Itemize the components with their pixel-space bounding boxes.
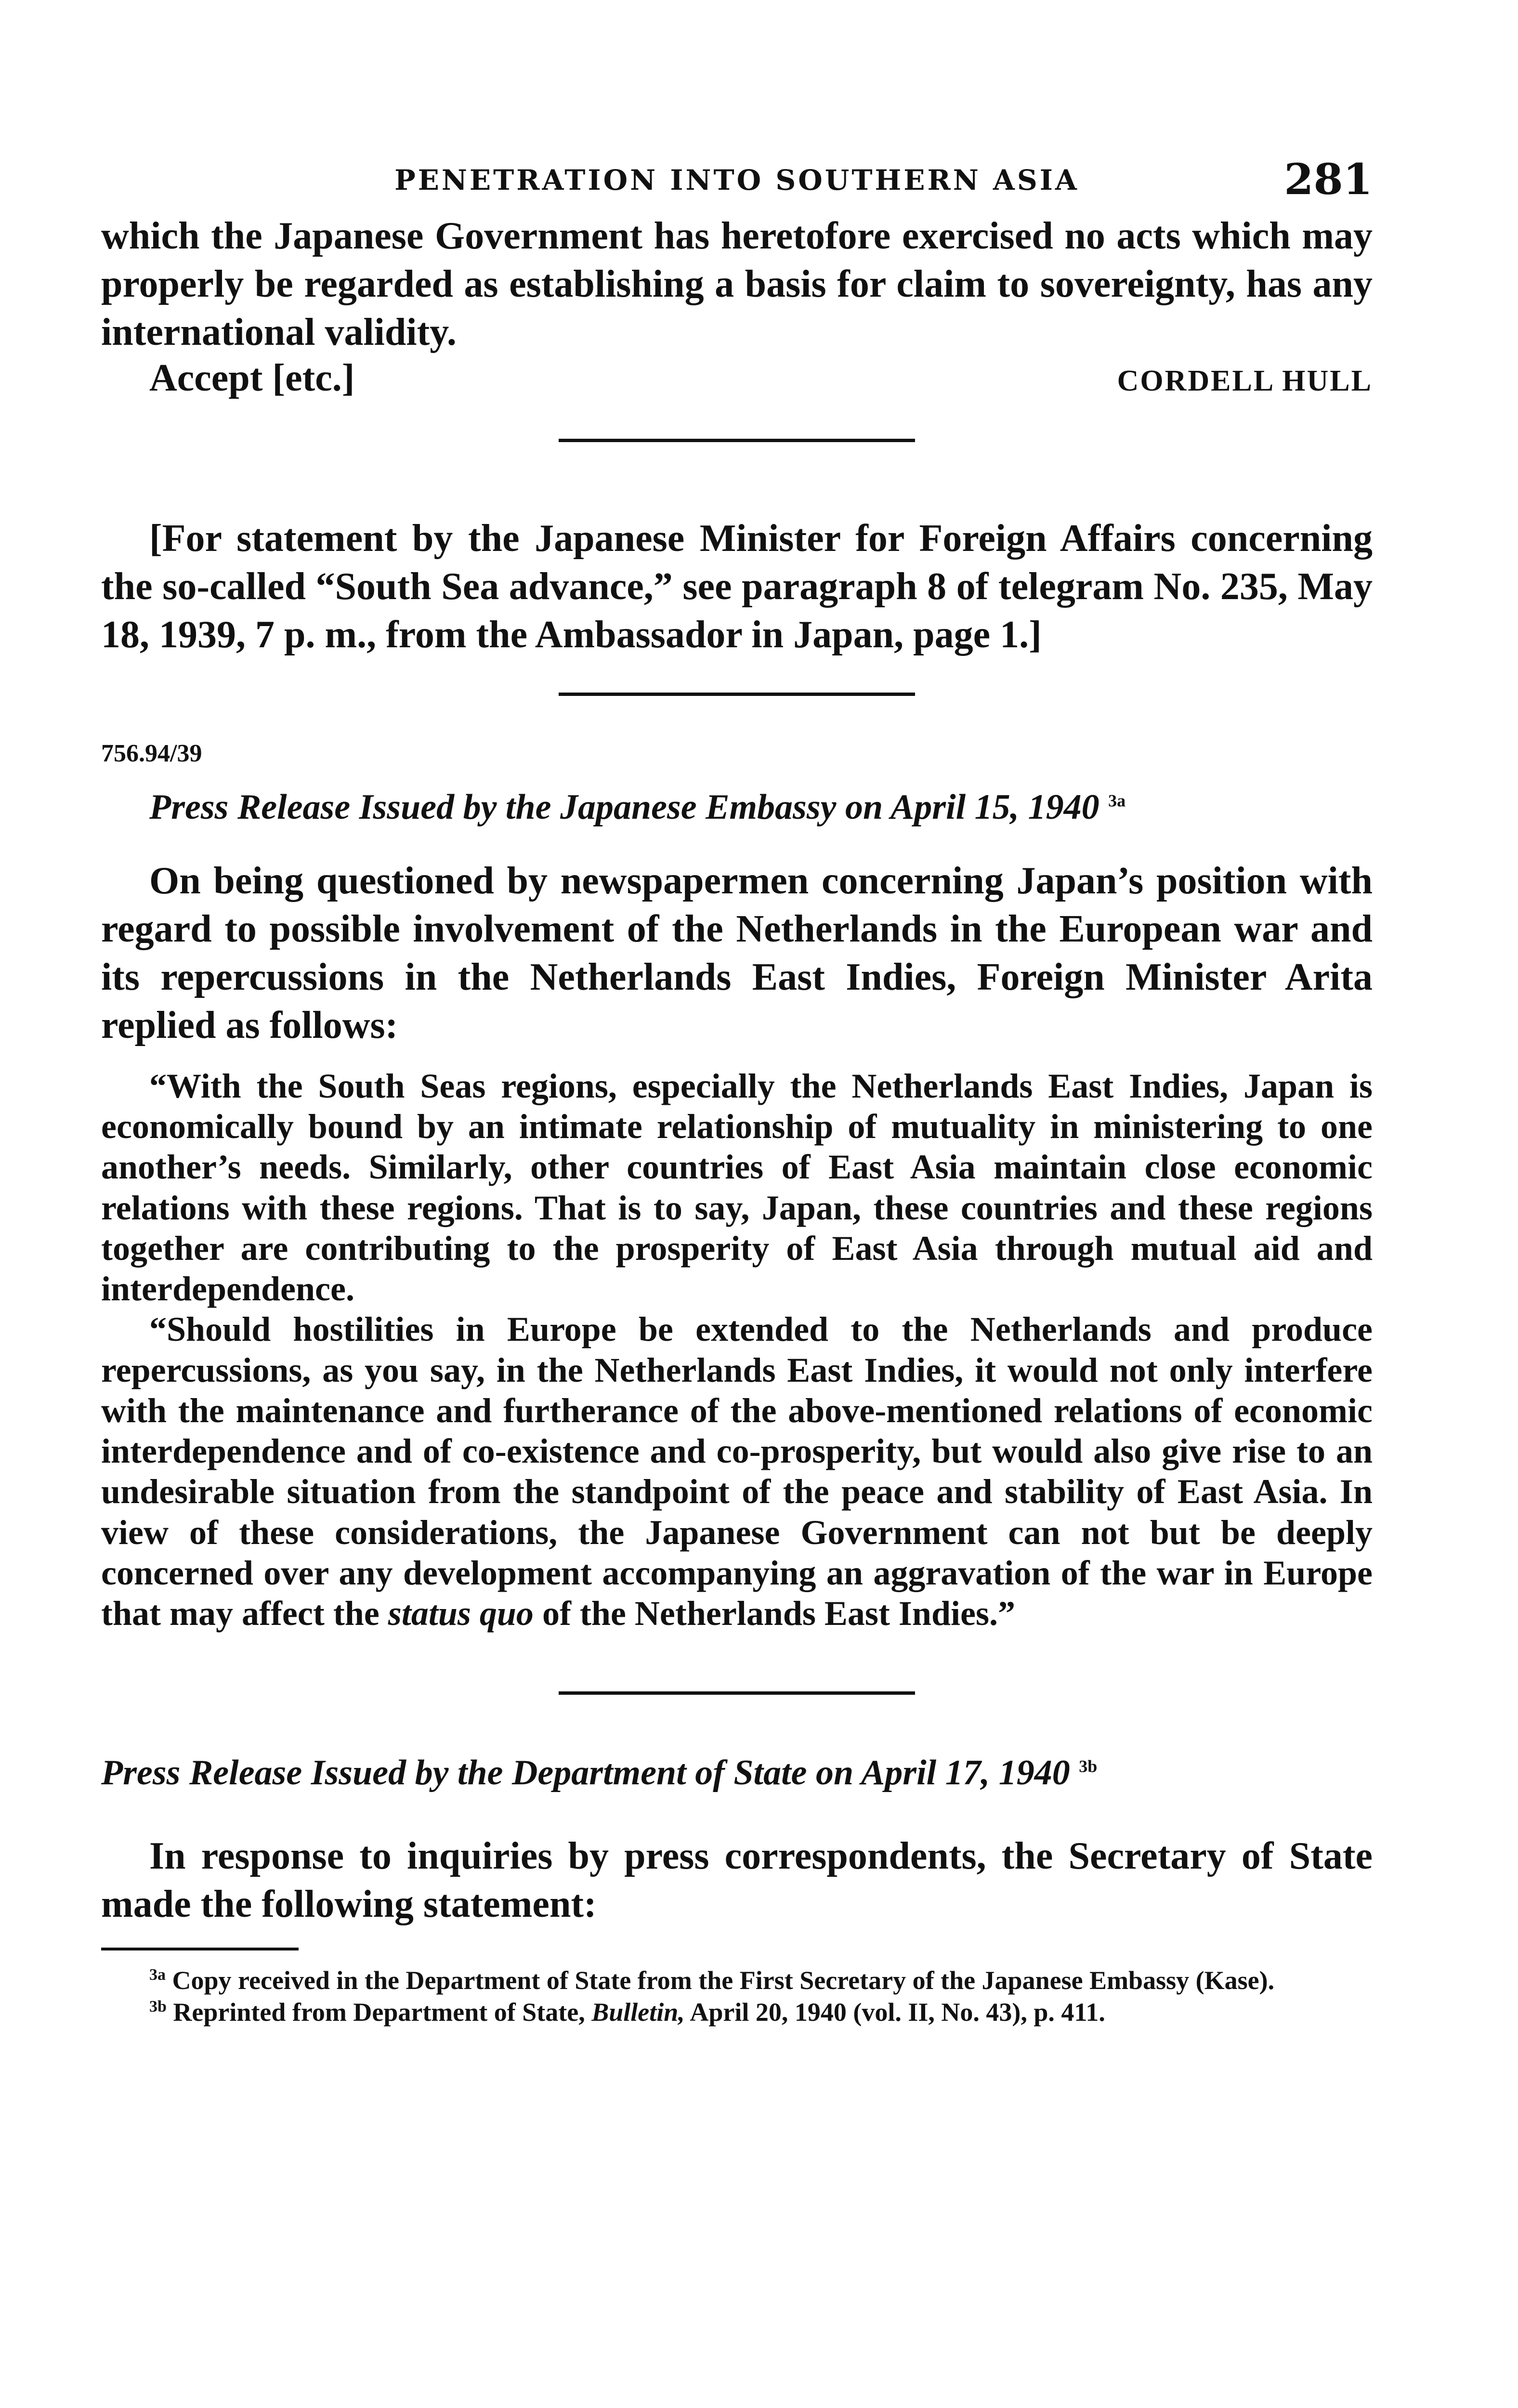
quoted-text: “Should hostilities in Europe be extended to the Netherlands and produce repercussions, as you say, in the Netherlands East Indies, it would not only interfere with the maintenance and furtherance of the above-mentioned relations of economic interdependence and of co-existence and co-prosperity, but would also give rise to an undesirable situation from the standpoint of the peace and stability of East Asia. In view of these considerations, the Japanese Government can not but be deeply concerned over any development accompanying an aggravation of the war in Europe that may affect the — [101, 1310, 1373, 1633]
editorial-note: [For statement by the Japanese Minister for Foreign Affairs concerning the so-called “South Sea advance,” see paragraph 8 of telegram No. 235, May 18, 1939, 7 p. m., from the Ambassador in Japan, page 1.] — [101, 517, 1373, 656]
footnote-text: Copy received in the Department of State from the First Secretary of the Japanese Embassy (Kase). — [172, 1966, 1275, 1995]
document-intro: In response to inquiries by press correspondents, the Secretary of State made the following statement: — [101, 1835, 1373, 1926]
file-number: 756.94/39 — [101, 740, 202, 767]
footnote-mark: 3b — [149, 1998, 167, 2016]
publication-title: Bulletin, — [591, 1998, 685, 2027]
document-heading — [101, 787, 1373, 828]
document-intro: On being questioned by newspapermen concerning Japan’s position with regard to possible involvement of the Netherlands in the European war and its repercussions in the Netherlands East Indies, Foreign Minister Arita replied as follows: — [101, 860, 1373, 1047]
document-heading-text: Press Release Issued by the Department of State on April 17, 1940 — [101, 1753, 1070, 1793]
section-divider — [559, 693, 915, 696]
quoted-text-end: of the Netherlands East Indies.” — [542, 1594, 1015, 1633]
document-heading — [101, 1753, 1373, 1793]
document-page — [101, 144, 1373, 2028]
page-header — [101, 144, 1373, 212]
document-heading-text: Press Release Issued by the Japanese Embassy on April 15, 1940 — [149, 787, 1099, 827]
footnote-text-end: April 20, 1940 (vol. II, No. 43), p. 411. — [690, 1998, 1105, 2027]
signature-row — [101, 356, 1373, 400]
quoted-paragraph: “With the South Seas regions, especially the Netherlands East Indies, Japan is economically bound by an intimate relationship of mutuality in ministering to one another’s needs. Similarly, other countries of East Asia maintain close economic relations with these regions. That is to say, Japan, these countries and these regions together are contributing to the prosperity of East Asia through mutual aid and interdependence. — [101, 1067, 1373, 1309]
section-divider — [559, 1691, 915, 1695]
letter-closing-paragraph: which the Japanese Government has heretofore exercised no acts which may properly be regarded as establishing a basis for claim to sovereignty, has any international validity. — [101, 215, 1373, 353]
signature: CORDELL HULL — [1117, 365, 1373, 397]
complimentary-close: Accept [etc.] — [149, 357, 355, 399]
footnote-text: Reprinted from Department of State, — [173, 1998, 585, 2027]
page-number: 281 — [1284, 154, 1373, 204]
footnote — [101, 1965, 1373, 1997]
running-title: PENETRATION INTO SOUTHERN ASIA — [394, 164, 1079, 196]
footnote-ref: 3b — [1079, 1756, 1098, 1776]
section-divider — [559, 439, 915, 442]
italic-phrase: status quo — [388, 1594, 534, 1633]
footnote-ref: 3a — [1108, 791, 1126, 811]
quoted-paragraph — [101, 1309, 1373, 1634]
footnote — [101, 1997, 1373, 2028]
footnote-mark: 3a — [149, 1966, 166, 1984]
